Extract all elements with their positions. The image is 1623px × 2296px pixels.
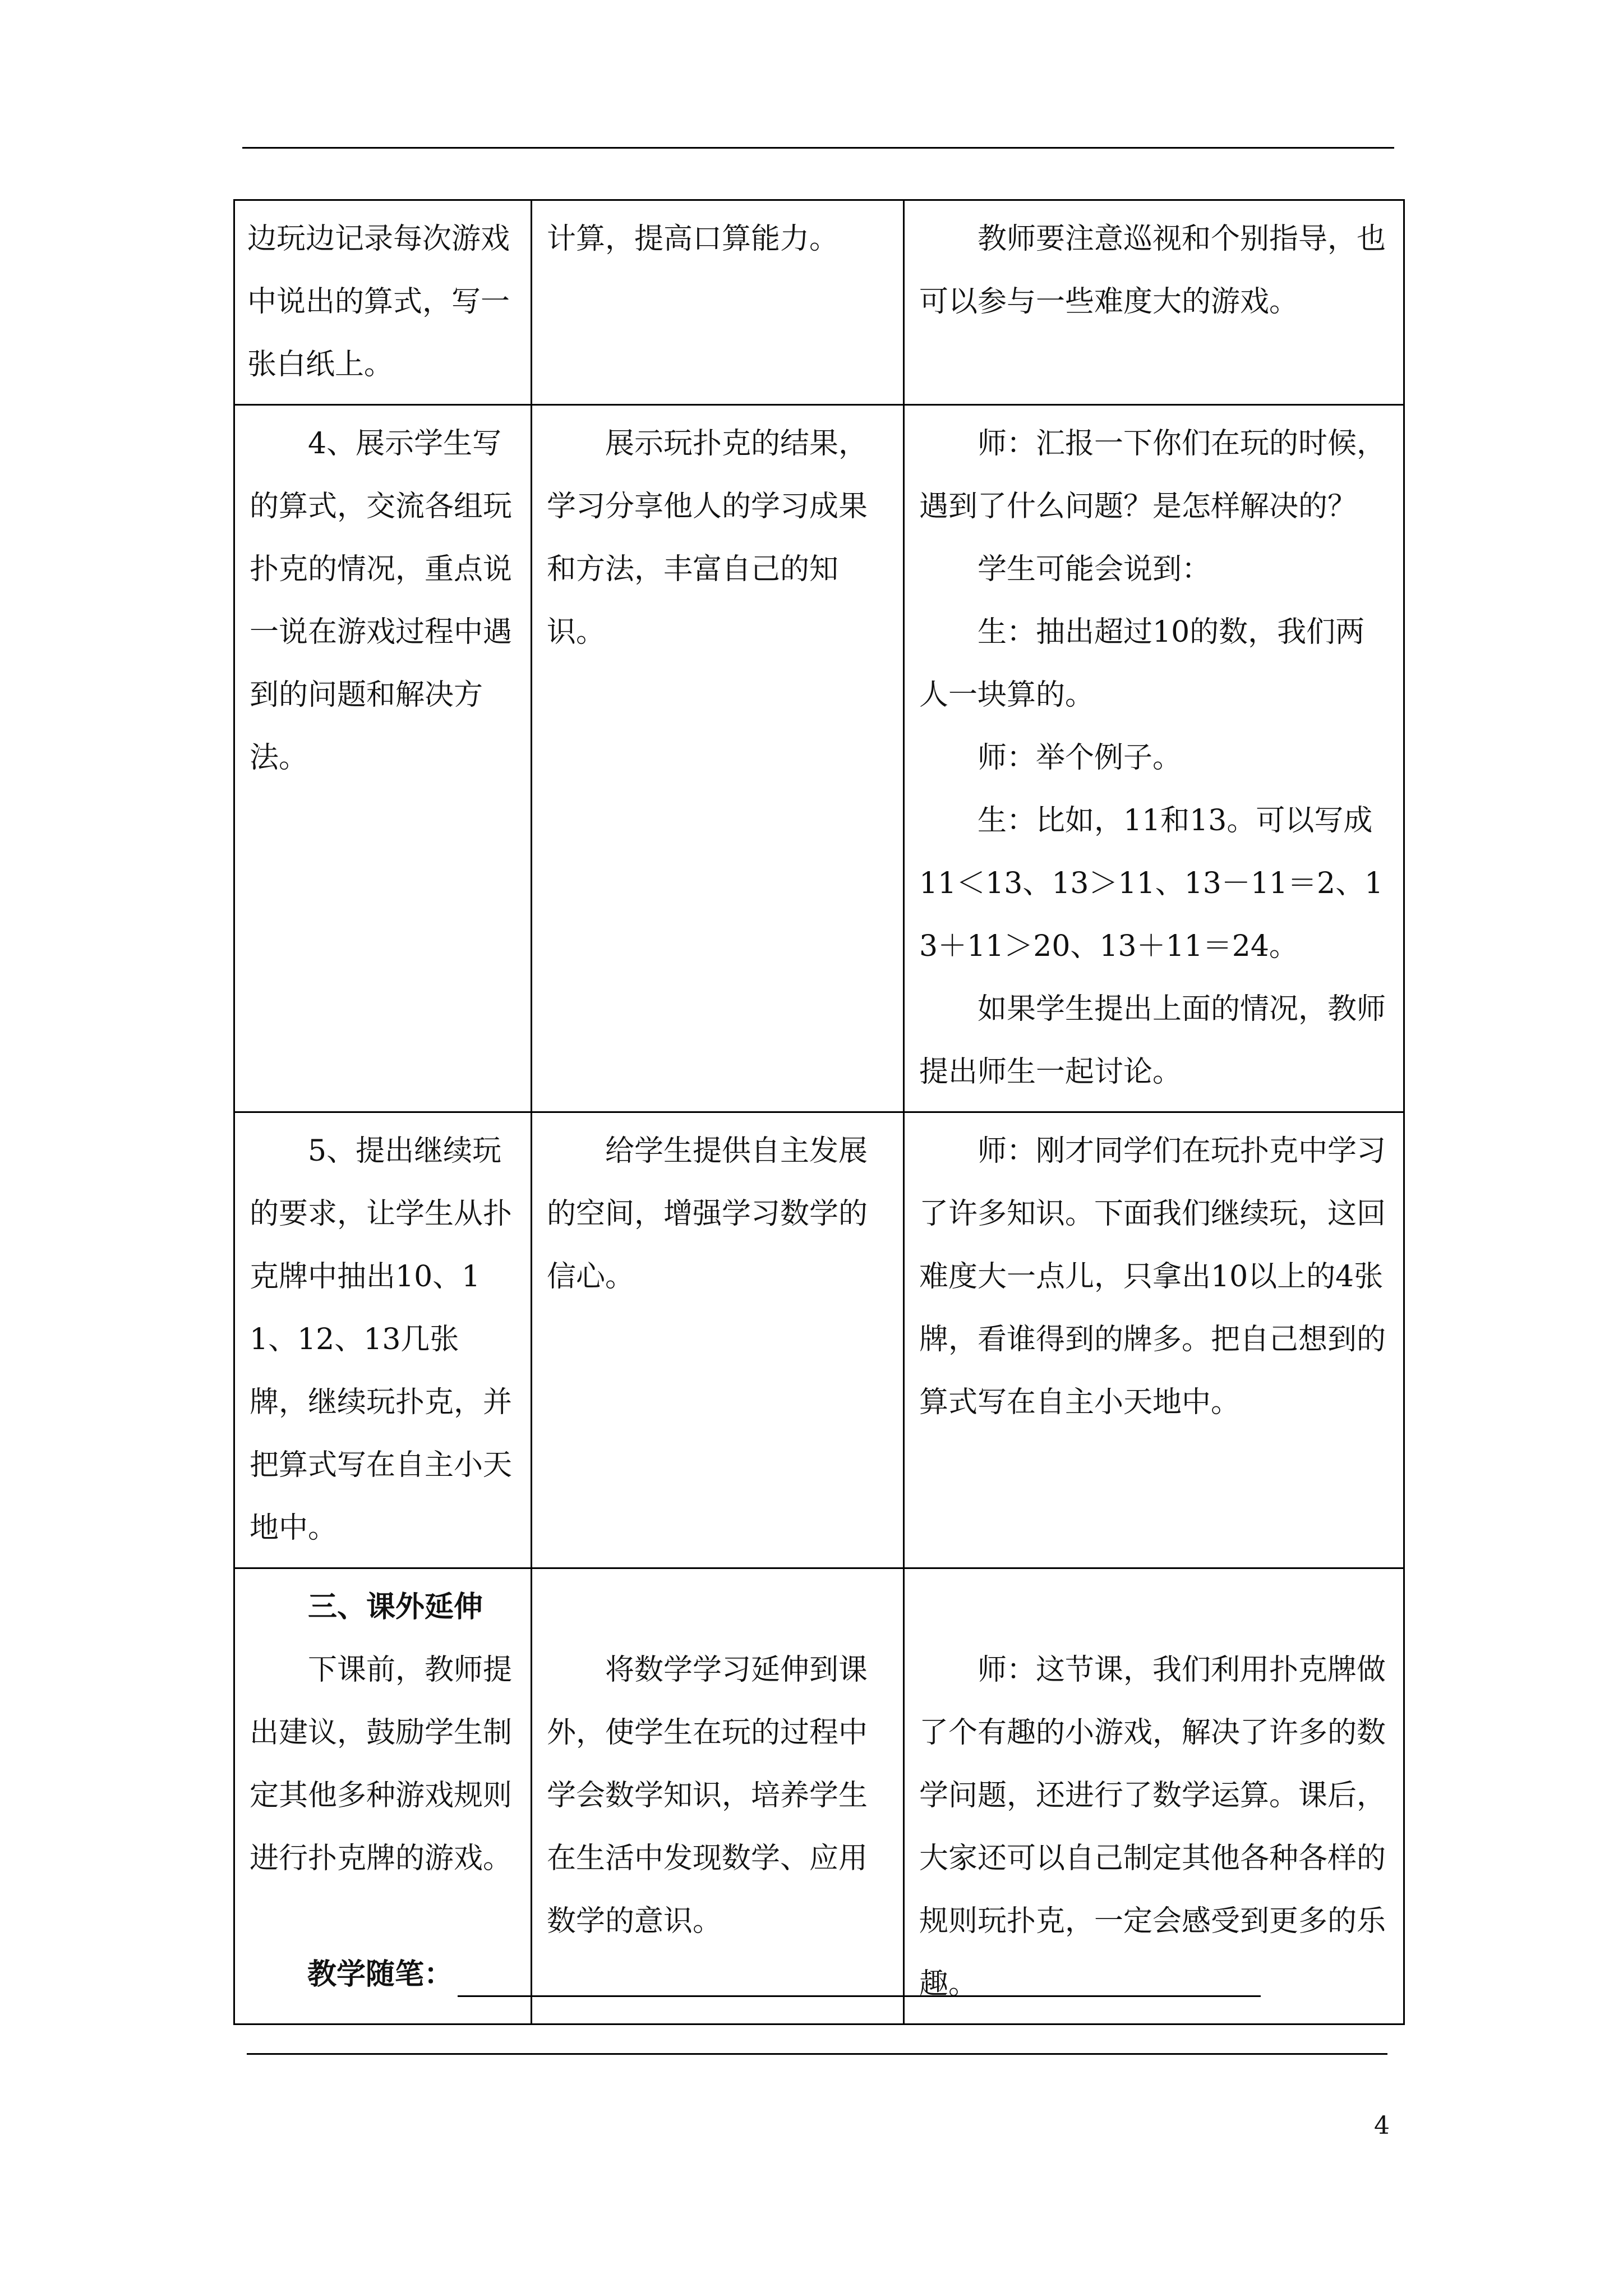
cell-paragraph: 生：比如，11和13。可以写成11＜13、13＞11、13－11＝2、13＋11＞20、13＋11＝24。 (919, 804, 1384, 963)
table-row (234, 405, 1404, 1112)
cell-paragraph: 教师要注意巡视和个别指导，也可以参与一些难度大的游戏。 (919, 222, 1386, 319)
activity-cell (234, 200, 532, 405)
purpose-cell (532, 200, 904, 405)
cell-paragraph: 5、提出继续玩的要求，让学生从扑克牌中抽出10、11、12、13几张牌，继续玩扑克，并把算式写在自主小天地中。 (250, 1134, 513, 1545)
cell-paragraph: 师：刚才同学们在玩扑克中学习了许多知识。下面我们继续玩，这回难度大一点儿，只拿出10以上的4张牌，看谁得到的牌多。把自己想到的算式写在自主小天地中。 (919, 1134, 1386, 1419)
cell-paragraph: 师：汇报一下你们在玩的时候，遇到了什么问题？是怎样解决的？ (919, 427, 1386, 523)
activity-cell (234, 1112, 532, 1568)
activity-cell (234, 405, 532, 1112)
guidance-cell (904, 1112, 1404, 1568)
table-row (234, 1112, 1404, 1568)
cell-paragraph: 如果学生提出上面的情况，教师提出师生一起讨论。 (919, 992, 1386, 1089)
purpose-cell (532, 405, 904, 1112)
cell-paragraph: 学生可能会说到： (978, 553, 1211, 586)
page-number: 4 (1374, 2111, 1390, 2140)
guidance-cell (904, 405, 1404, 1112)
cell-paragraph: 计算，提高口算能力。 (547, 222, 839, 256)
lesson-plan-table (233, 199, 1405, 2025)
cell-paragraph: 4、展示学生写的算式，交流各组玩扑克的情况，重点说一说在游戏过程中遇到的问题和解决方法。 (250, 427, 513, 775)
cell-paragraph: 展示玩扑克的结果，学习分享他人的学习成果和方法，丰富自己的知识。 (547, 427, 868, 649)
section-heading: 三、课外延伸 (308, 1590, 483, 1624)
table-row (234, 200, 1404, 405)
cell-paragraph: 下课前，教师提出建议，鼓励学生制定其他多种游戏规则进行扑克牌的游戏。 (250, 1653, 513, 1875)
header-rule (242, 147, 1394, 149)
cell-paragraph: 将数学学习延伸到课外，使学生在玩的过程中学会数学知识，培养学生在生活中发现数学、应用数学的意识。 (547, 1653, 868, 1938)
guidance-cell (904, 200, 1404, 405)
footer-rule (247, 2053, 1387, 2055)
teaching-notes-label: 教学随笔： (307, 1958, 454, 1991)
teaching-notes-line (458, 1961, 1261, 1997)
purpose-cell (532, 1112, 904, 1568)
cell-paragraph: 生：抽出超过10的数，我们两人一块算的。 (919, 615, 1365, 712)
cell-paragraph: 边玩边记录每次游戏中说出的算式，写一张白纸上。 (247, 222, 510, 381)
teaching-notes (307, 1952, 1261, 1997)
cell-paragraph: 师：举个例子。 (978, 741, 1182, 775)
cell-paragraph: 师：这节课，我们利用扑克牌做了个有趣的小游戏，解决了许多的数学问题，还进行了数学运算。课后，大家还可以自己制定其他各种各样的规则玩扑克，一定会感受到更多的乐趣。 (919, 1653, 1386, 2001)
cell-paragraph: 给学生提供自主发展的空间，增强学习数学的信心。 (547, 1134, 868, 1294)
